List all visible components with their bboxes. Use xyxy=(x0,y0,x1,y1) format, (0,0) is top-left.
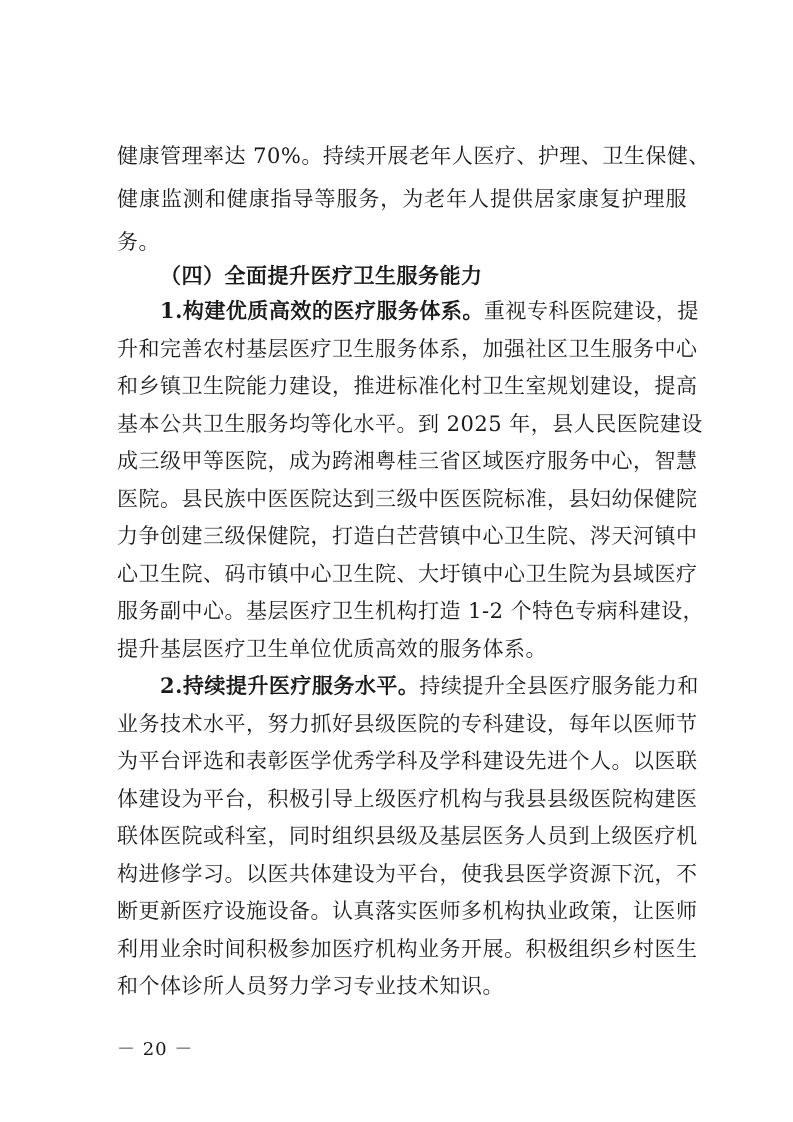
paragraph-line: 成三级甲等医院，成为跨湘粤桂三省区域医疗服务中心，智慧 xyxy=(117,449,698,473)
paragraph-line: 利用业余时间积极参加医疗机构业务开展。积极组织乡村医生 xyxy=(117,937,698,961)
paragraph-line: 健康管理率达 70%。持续开展老年人医疗、护理、卫生保健、 xyxy=(117,144,710,168)
paragraph-first-line xyxy=(160,668,699,704)
paragraph-line: 健康监测和健康指导等服务，为老年人提供居家康复护理服 xyxy=(117,187,687,211)
paragraph-line: 升和完善农村基层医疗卫生服务体系，加强社区卫生服务中心 xyxy=(117,337,698,361)
paragraph-title: 1.构建优质高效的医疗服务体系。 xyxy=(160,298,484,323)
paragraph-line: 基本公共卫生服务均等化水平。到 2025 年，县人民医院建设 xyxy=(117,412,703,436)
paragraph-line: 务。 xyxy=(117,230,160,254)
paragraph-line: 服务副中心。基层医疗卫生机构打造 1-2 个特色专病科建设， xyxy=(117,599,705,623)
paragraph-text: 持续提升全县医疗服务能力和 xyxy=(419,674,699,698)
paragraph-line: 力争创建三级保健院，打造白芒营镇中心卫生院、涔天河镇中 xyxy=(117,524,698,548)
paragraph-line: 和个体诊所人员努力学习专业技术知识。 xyxy=(117,974,504,998)
paragraph-line: 断更新医疗设施设备。认真落实医师多机构执业政策，让医师 xyxy=(117,899,698,923)
paragraph-line: 提升基层医疗卫生单位优质高效的服务体系。 xyxy=(117,637,547,661)
paragraph-line: 体建设为平台，积极引导上级医疗机构与我县县级医院构建医 xyxy=(117,787,698,811)
paragraph-line: 联体医院或科室，同时组织县级及基层医务人员到上级医疗机 xyxy=(117,824,698,848)
paragraph-title: 2.持续提升医疗服务水平。 xyxy=(160,673,420,698)
paragraph-line: 心卫生院、码市镇中心卫生院、大圩镇中心卫生院为县域医疗 xyxy=(117,562,698,586)
page-number: － 20 － xyxy=(117,1039,194,1060)
paragraph-line: 构进修学习。以医共体建设为平台，使我县医学资源下沉，不 xyxy=(117,862,698,886)
paragraph-first-line xyxy=(160,293,699,329)
section-heading: （四）全面提升医疗卫生服务能力 xyxy=(160,263,483,288)
paragraph-line: 和乡镇卫生院能力建设，推进标准化村卫生室规划建设，提高 xyxy=(117,374,698,398)
paragraph-text: 重视专科医院建设，提 xyxy=(483,299,699,323)
paragraph-line: 为平台评选和表彰医学优秀学科及学科建设先进个人。以医联 xyxy=(117,749,698,773)
paragraph-line: 业务技术水平，努力抓好县级医院的专科建设，每年以医师节 xyxy=(117,712,698,736)
paragraph-line: 医院。县民族中医医院达到三级中医医院标准，县妇幼保健院 xyxy=(117,487,698,511)
